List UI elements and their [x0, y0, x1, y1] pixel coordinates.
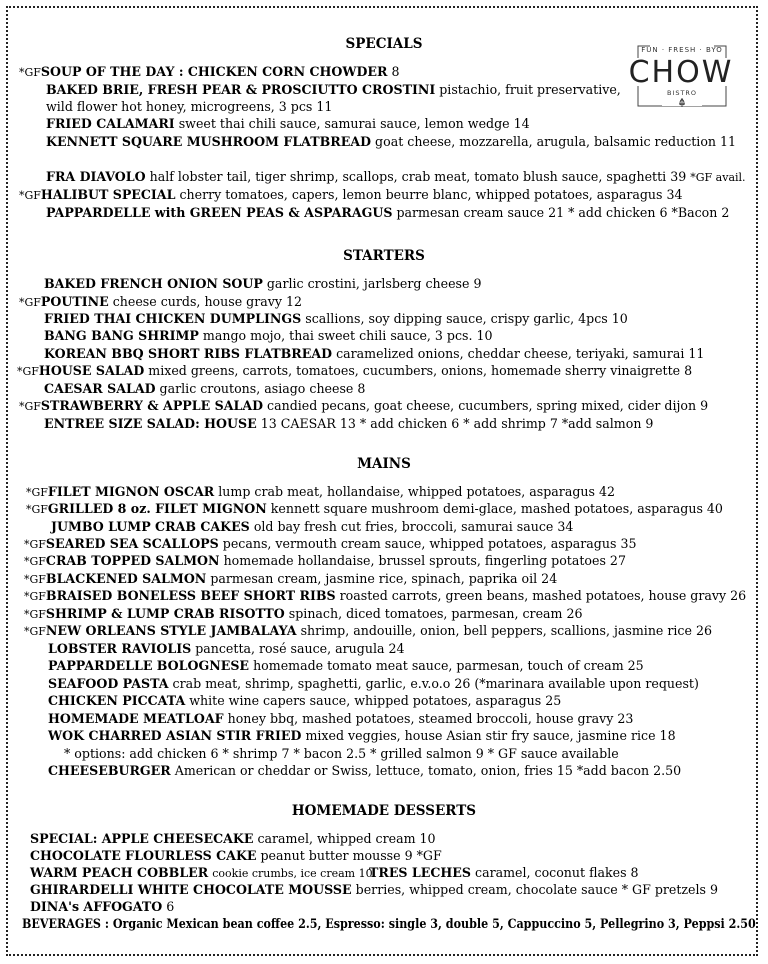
- item-description: mixed veggies, house Asian stir fry sauce, jasmine rice 18: [305, 728, 676, 743]
- menu-item: [30, 831, 436, 847]
- item-description: cookie crumbs, ice cream 10: [212, 867, 373, 880]
- item-description: lump crab meat, hollandaise, whipped potatoes, asparagus 42: [218, 484, 616, 499]
- item-description: goat cheese, mozzarella, arugula, balsamic reduction 11: [375, 134, 737, 149]
- item-description: caramelized onions, cheddar cheese, teriyaki, samurai 11: [336, 346, 705, 361]
- menu-item: [30, 848, 442, 864]
- logo-tagline: FUN · FRESH · BYO: [641, 46, 723, 54]
- item-description: cherry tomatoes, capers, lemon beurre blanc, whipped potatoes, asparagus 34: [179, 187, 683, 202]
- menu-item: [24, 588, 746, 605]
- item-description: candied pecans, goat cheese, cucumbers, spring mixed, cider dijon 9: [267, 398, 709, 413]
- menu-item: [369, 865, 639, 881]
- gluten-free-marker: *GF: [19, 66, 41, 79]
- menu-item: [19, 187, 683, 204]
- menu-item: [46, 82, 621, 98]
- chow-bistro-logo: [618, 44, 744, 110]
- item-name: CAESAR SALAD: [44, 381, 156, 396]
- item-description: caramel, whipped cream 10: [257, 831, 436, 846]
- menu-item: [46, 169, 746, 186]
- item-name: SEAFOOD PASTA: [48, 676, 169, 691]
- item-description: parmesan cream sauce 21 * add chicken 6 *Bacon 2: [396, 205, 730, 220]
- menu-item: [46, 134, 736, 150]
- item-name: DINA's AFFOGATO: [30, 899, 163, 914]
- item-name: PAPPARDELLE with GREEN PEAS & ASPARAGUS: [46, 205, 393, 220]
- menu-item: [19, 398, 708, 415]
- item-name: SOUP OF THE DAY : CHICKEN CORN CHOWDER: [40, 64, 388, 79]
- section-heading: HOMEMADE DESSERTS: [291, 803, 477, 819]
- item-description: mango mojo, thai sweet chili sauce, 3 pcs. 10: [202, 328, 493, 343]
- item-description: roasted carrots, green beans, mashed potatoes, house gravy 26: [339, 588, 747, 603]
- item-description: scallions, soy dipping sauce, crispy garlic, 4pcs 10: [305, 311, 628, 326]
- gluten-free-marker: *GF: [24, 608, 46, 621]
- item-description: cheese curds, house gravy 12: [112, 294, 303, 309]
- menu-item: [19, 64, 400, 81]
- menu-item: [46, 99, 332, 115]
- menu-item: [22, 916, 756, 932]
- menu-item: [24, 606, 583, 623]
- menu-item: [24, 553, 626, 570]
- menu-item: [44, 381, 365, 397]
- menu-item: [24, 571, 557, 588]
- item-name: FRIED THAI CHICKEN DUMPLINGS: [44, 311, 302, 326]
- item-name: SEARED SEA SCALLOPS: [45, 536, 219, 551]
- gluten-free-marker: *GF: [24, 590, 46, 603]
- section-heading: STARTERS: [343, 248, 425, 264]
- item-description: 13 CAESAR 13 * add chicken 6 * add shrimp 7 *add salmon 9: [260, 416, 654, 431]
- item-description: crab meat, shrimp, spaghetti, garlic, e.v.o.o 26 (*marinara available upon request): [172, 676, 699, 691]
- menu-item: [30, 899, 174, 915]
- item-name: BANG BANG SHRIMP: [44, 328, 199, 343]
- menu-item: [44, 311, 628, 327]
- item-description: sweet thai chili sauce, samurai sauce, lemon wedge 14: [178, 116, 530, 131]
- item-name: BLACKENED SALMON: [45, 571, 207, 586]
- menu-item: [48, 658, 644, 674]
- item-name: JUMBO LUMP CRAB CAKES: [51, 519, 250, 534]
- item-description: half lobster tail, tiger shrimp, scallops, crab meat, tomato blush sauce, spaghetti 39: [149, 169, 687, 184]
- item-name: SPECIAL: APPLE CHEESECAKE: [30, 831, 254, 846]
- menu-item: [19, 294, 302, 311]
- gluten-free-marker: *GF: [26, 503, 48, 516]
- gluten-free-marker: *GF: [17, 365, 39, 378]
- menu-item: [26, 484, 615, 501]
- item-description: homemade hollandaise, brussel sprouts, fingerling potatoes 27: [223, 553, 626, 568]
- item-name: CRAB TOPPED SALMON: [45, 553, 220, 568]
- item-name: BEVERAGES : Organic Mexican bean coffee 2.5, Espresso: single 3, double 5, Cappuccino 5, Pellegrino 3, Peppsi 2.50: [22, 916, 756, 931]
- gluten-free-marker: *GF: [19, 189, 41, 202]
- gluten-free-marker: *GF: [19, 400, 41, 413]
- item-description: parmesan cream, jasmine rice, spinach, paprika oil 24: [210, 571, 558, 586]
- item-description: old bay fresh cut fries, broccoli, samurai sauce 34: [253, 519, 574, 534]
- item-description: garlic croutons, asiago cheese 8: [159, 381, 366, 396]
- menu-item: [48, 728, 676, 744]
- menu-item: [30, 865, 373, 882]
- item-name: FILET MIGNON OSCAR: [47, 484, 215, 499]
- menu-item: [48, 711, 633, 727]
- item-name: HOMEMADE MEATLOAF: [48, 711, 224, 726]
- item-name: SHRIMP & LUMP CRAB RISOTTO: [45, 606, 285, 621]
- item-name: WOK CHARRED ASIAN STIR FRIED: [48, 728, 302, 743]
- gluten-free-marker: *GF: [24, 555, 46, 568]
- section-heading: MAINS: [357, 456, 411, 472]
- item-description: shrimp, andouille, onion, bell peppers, scallions, jasmine rice 26: [300, 623, 712, 638]
- menu-item: [24, 536, 636, 553]
- item-description: mixed greens, carrots, tomatoes, cucumbers, onions, homemade sherry vinaigrette 8: [148, 363, 693, 378]
- item-name: HOUSE SALAD: [38, 363, 145, 378]
- item-description: peanut butter mousse 9 *GF: [260, 848, 442, 863]
- item-name: KOREAN BBQ SHORT RIBS FLATBREAD: [44, 346, 333, 361]
- menu-item: [48, 641, 405, 657]
- gluten-free-marker: *GF: [24, 625, 46, 638]
- item-name: NEW ORLEANS STYLE JAMBALAYA: [45, 623, 297, 638]
- item-description: 6: [166, 899, 175, 914]
- item-description: pecans, vermouth cream sauce, whipped potatoes, asparagus 35: [222, 536, 637, 551]
- item-name: BRAISED BONELESS BEEF SHORT RIBS: [45, 588, 336, 603]
- item-name: POUTINE: [40, 294, 109, 309]
- item-name: CHEESEBURGER: [48, 763, 171, 778]
- item-description: spinach, diced tomatoes, parmesan, cream 26: [288, 606, 583, 621]
- logo-name: CHOW: [628, 55, 734, 90]
- item-note: *GF avail.: [690, 171, 746, 184]
- item-name: GHIRARDELLI WHITE CHOCOLATE MOUSSE: [30, 882, 352, 897]
- item-description: pancetta, rosé sauce, arugula 24: [195, 641, 405, 656]
- gluten-free-marker: *GF: [24, 538, 46, 551]
- item-description: berries, whipped cream, chocolate sauce * GF pretzels 9: [355, 882, 719, 897]
- item-description: pistachio, fruit preservative,: [439, 82, 621, 97]
- item-name: WARM PEACH COBBLER: [30, 865, 209, 880]
- gluten-free-marker: *GF: [26, 486, 48, 499]
- gluten-free-marker: *GF: [19, 296, 41, 309]
- item-name: PAPPARDELLE BOLOGNESE: [48, 658, 250, 673]
- item-description: honey bbq, mashed potatoes, steamed broccoli, house gravy 23: [227, 711, 634, 726]
- menu-item: [46, 205, 729, 221]
- item-name: ENTREE SIZE SALAD: HOUSE: [44, 416, 257, 431]
- menu-item: [17, 363, 692, 380]
- menu-item: [44, 416, 653, 432]
- menu-item: [44, 346, 704, 362]
- item-description: garlic crostini, jarlsberg cheese 9: [266, 276, 482, 291]
- item-description: white wine capers sauce, whipped potatoes, asparagus 25: [189, 693, 562, 708]
- item-name: CHOCOLATE FLOURLESS CAKE: [30, 848, 257, 863]
- menu-item: [51, 519, 573, 535]
- logo-sub: BISTRO: [666, 89, 698, 97]
- item-name: GRILLED 8 oz. FILET MIGNON: [47, 501, 267, 516]
- menu-item: [48, 763, 681, 779]
- menu-item: [44, 328, 493, 344]
- section-heading: SPECIALS: [345, 36, 423, 52]
- item-description: 8: [391, 64, 400, 79]
- gluten-free-marker: *GF: [24, 573, 46, 586]
- item-name: FRA DIAVOLO: [46, 169, 146, 184]
- menu-item: [26, 501, 723, 518]
- menu-item: [30, 882, 718, 898]
- item-description: homemade tomato meat sauce, parmesan, touch of cream 25: [253, 658, 644, 673]
- menu-item: [48, 676, 699, 692]
- item-name: TRES LECHES: [369, 865, 471, 880]
- item-name: HALIBUT SPECIAL: [40, 187, 176, 202]
- item-description: American or cheddar or Swiss, lettuce, tomato, onion, fries 15 *add bacon 2.50: [174, 763, 682, 778]
- item-name: CHICKEN PICCATA: [48, 693, 186, 708]
- menu-item: [46, 116, 530, 132]
- item-description: caramel, coconut flakes 8: [475, 865, 639, 880]
- item-description: kennett square mushroom demi-glace, mashed potatoes, asparagus 40: [270, 501, 723, 516]
- menu-item: [44, 276, 481, 292]
- item-name: BAKED FRENCH ONION SOUP: [44, 276, 263, 291]
- item-description: wild flower hot honey, microgreens, 3 pcs 11: [46, 99, 333, 114]
- item-name: KENNETT SQUARE MUSHROOM FLATBREAD: [46, 134, 372, 149]
- menu-item: [64, 746, 619, 762]
- menu-item: [24, 623, 712, 640]
- item-name: LOBSTER RAVIOLIS: [48, 641, 192, 656]
- item-name: FRIED CALAMARI: [46, 116, 175, 131]
- item-description: * options: add chicken 6 * shrimp 7 * bacon 2.5 * grilled salmon 9 * GF sauce available: [64, 746, 619, 761]
- menu-item: [48, 693, 561, 709]
- item-name: STRAWBERRY & APPLE SALAD: [40, 398, 264, 413]
- item-name: BAKED BRIE, FRESH PEAR & PROSCIUTTO CROSTINI: [46, 82, 436, 97]
